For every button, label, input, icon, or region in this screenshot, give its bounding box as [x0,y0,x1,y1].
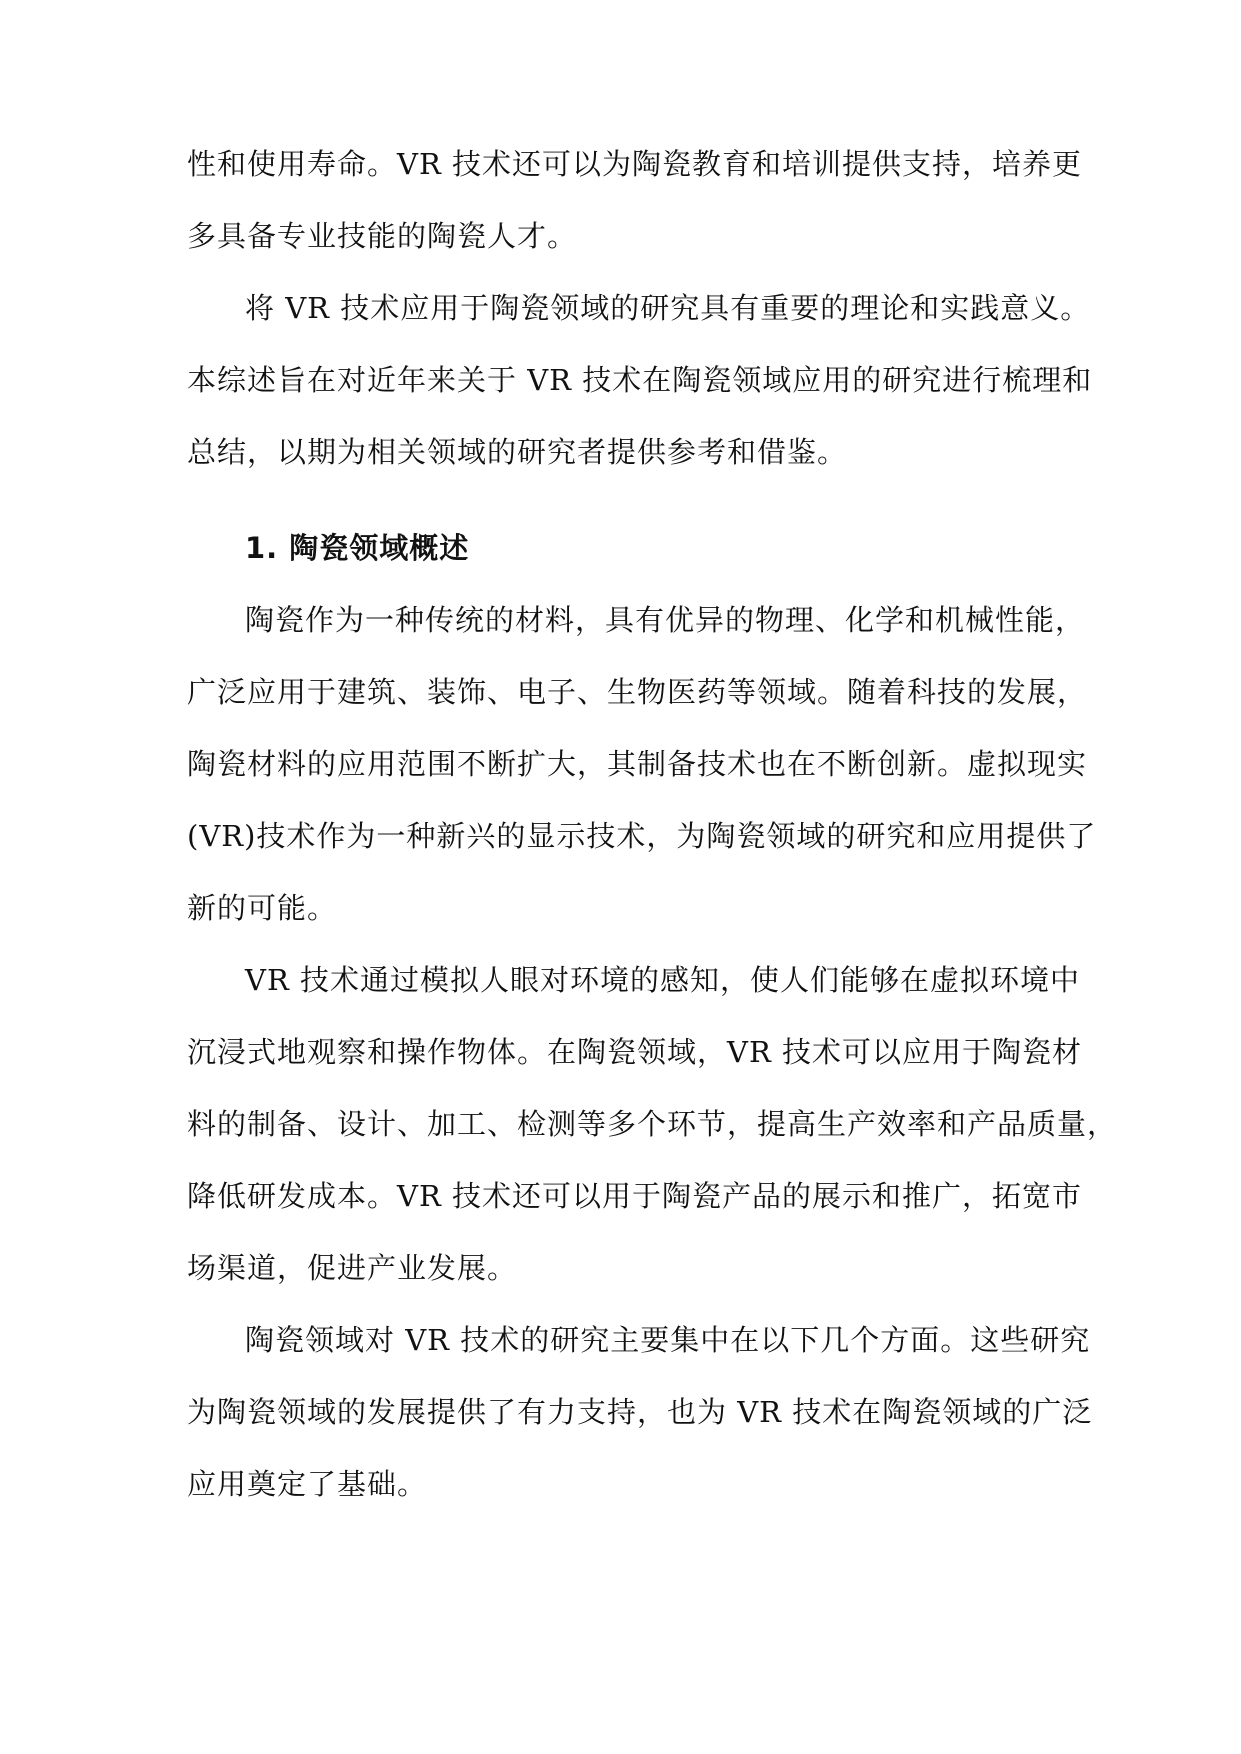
paragraph-line: 多具备专业技能的陶瓷人才。 [187,219,578,253]
paragraph-line: 本综述旨在对近年来关于 VR 技术在陶瓷领域应用的研究进行梳理和 [187,363,1093,397]
paragraph-line: 性和使用寿命。VR 技术还可以为陶瓷教育和培训提供支持，培养更 [187,147,1082,181]
paragraph-line: VR 技术通过模拟人眼对环境的感知，使人们能够在虚拟环境中 [245,963,1080,997]
paragraph-line: 沉浸式地观察和操作物体。在陶瓷领域，VR 技术可以应用于陶瓷材 [187,1035,1082,1069]
paragraph-line: 陶瓷材料的应用范围不断扩大，其制备技术也在不断创新。虚拟现实 [187,747,1088,781]
paragraph-line: 新的可能。 [187,891,338,925]
paragraph-line: 应用奠定了基础。 [187,1467,428,1501]
section-heading: 1. 陶瓷领域概述 [245,531,470,565]
paragraph-line: 总结，以期为相关领域的研究者提供参考和借鉴。 [187,435,848,469]
paragraph-line: 为陶瓷领域的发展提供了有力支持，也为 VR 技术在陶瓷领域的广泛 [187,1395,1093,1429]
paragraph-line: 陶瓷作为一种传统的材料，具有优异的物理、化学和机械性能， [245,603,1086,637]
paragraph-line: 将 VR 技术应用于陶瓷领域的研究具有重要的理论和实践意义。 [245,291,1091,325]
paragraph-line: 陶瓷领域对 VR 技术的研究主要集中在以下几个方面。这些研究 [245,1323,1091,1357]
paragraph-line: 广泛应用于建筑、装饰、电子、生物医药等领域。随着科技的发展， [187,675,1088,709]
document-page [187,140,1118,1532]
paragraph-line: 降低研发成本。VR 技术还可以用于陶瓷产品的展示和推广，拓宽市 [187,1179,1082,1213]
paragraph-line: (VR)技术作为一种新兴的显示技术，为陶瓷领域的研究和应用提供了 [187,819,1097,853]
paragraph-line: 料的制备、设计、加工、检测等多个环节，提高生产效率和产品质量， [187,1107,1118,1141]
paragraph-line: 场渠道，促进产业发展。 [187,1251,518,1285]
